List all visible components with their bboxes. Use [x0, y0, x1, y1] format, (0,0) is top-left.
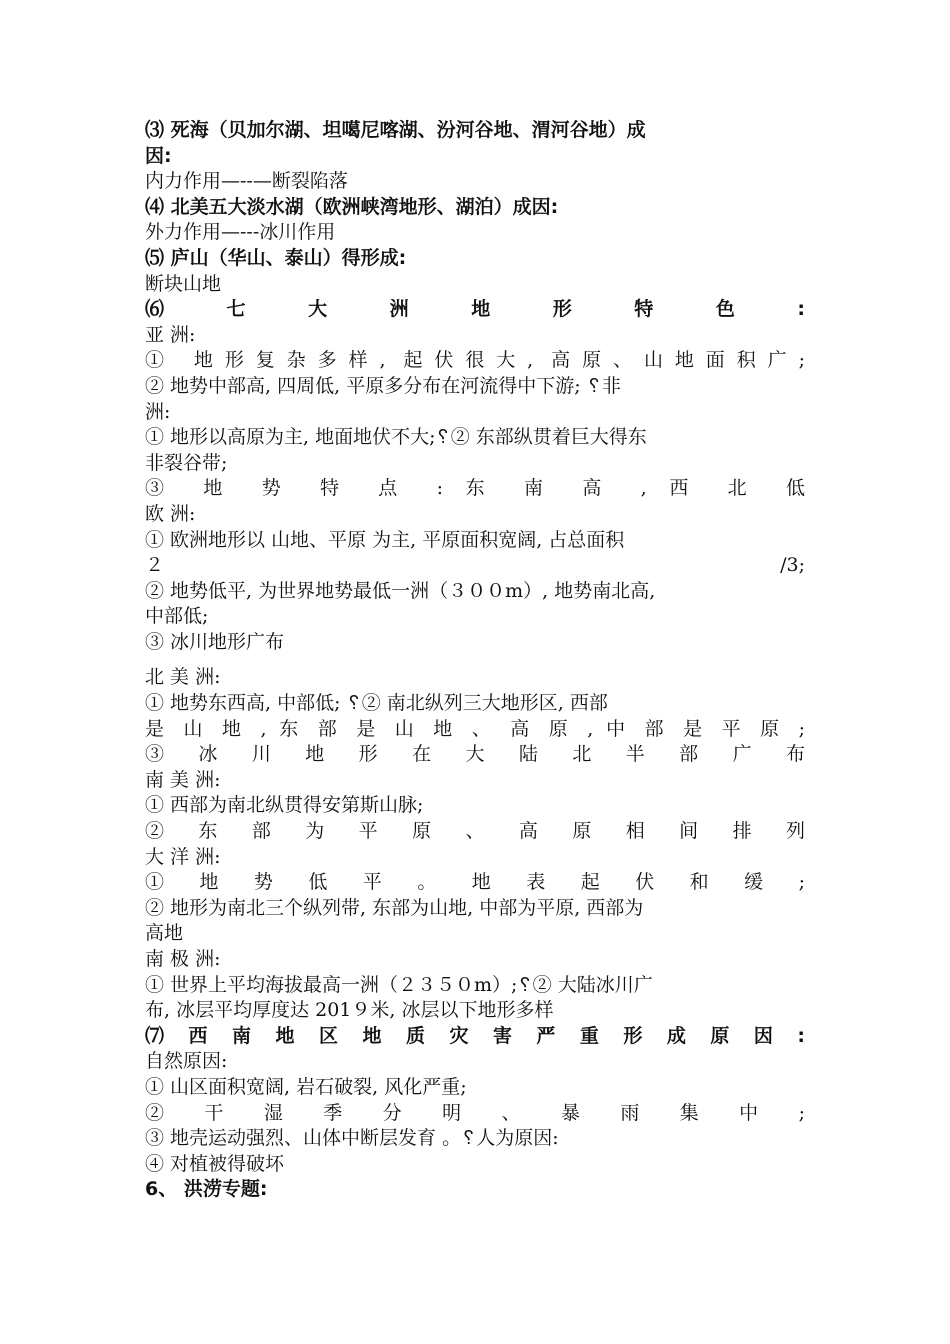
text-line: ② 地势中部高, 四周低, 平原多分布在河流得中下游; ␦非: [145, 374, 621, 397]
text-line: 外力作用—---冰川作用: [145, 221, 336, 244]
text-line: 断块山地: [145, 272, 222, 295]
text-line: 布, 冰层平均厚度达 201９米, 冰层以下地形多样: [145, 999, 554, 1022]
section-heading: ⑸ 庐山（华山、泰山）得形成:: [145, 246, 407, 269]
text-line: 大 洋 洲:: [145, 845, 221, 868]
text-line: ④ 对植被得破坏: [145, 1152, 285, 1175]
text-line: ① 地形以高原为主, 地面地伏不大;␦② 东部纵贯着巨大得东: [145, 426, 647, 449]
text-line: ① 欧洲地形以 山地、平原 为主, 平原面积宽阔, 占总面积: [145, 528, 625, 551]
text-line: ① 世界上平均海拔最高一洲（２３５０m）;␦② 大陆冰川广: [145, 973, 653, 996]
document-body: [145, 118, 805, 1203]
text-line: ③ 地壳运动强烈、山体中断层发育 。␦人为原因:: [145, 1127, 559, 1150]
text-line: 北 美 洲:: [145, 666, 221, 689]
section-heading: ⑶ 死海（贝加尔湖、坦噶尼喀湖、汾河谷地、渭河谷地）成: [145, 119, 646, 141]
text-line: ① 地势东西高, 中部低; ␦② 南北纵列三大地形区, 西部: [145, 692, 608, 715]
text-line: 洲:: [145, 400, 171, 423]
text-line: 是 山 地 , 东 部 是 山 地 、 高 原 , 中 部 是 平 原 ;: [145, 717, 805, 740]
section-heading: ⑷ 北美五大淡水湖（欧洲峡湾地形、湖泊）成因:: [145, 195, 559, 218]
section-heading: ⑺ 西 南 地 区 地 质 灾 害 严 重 形 成 原 因 :: [145, 1024, 805, 1047]
text-line: 亚 洲:: [145, 323, 196, 346]
text-line: 中部低;: [145, 605, 209, 628]
text-line: ２ /3;: [145, 554, 805, 577]
text-line: ③ 冰 川 地 形 在 大 陆 北 半 部 广 布: [145, 743, 805, 766]
text-line: ① 山区面积宽阔, 岩石破裂, 风化严重;: [145, 1075, 467, 1098]
section-heading: 因:: [145, 144, 172, 167]
text-line: 高地: [145, 922, 184, 945]
text-line: 非裂谷带;: [145, 451, 228, 474]
text-line: ② 干 湿 季 分 明 、 暴 雨 集 中 ;: [145, 1101, 805, 1124]
text-line: ① 地形复杂多样, 起伏很大, 高原、山地面积广;: [145, 349, 805, 372]
section-heading: ⑹ 七 大 洲 地 形 特 色 :: [145, 298, 805, 321]
text-line: ③ 冰川地形广布: [145, 630, 285, 653]
text-line: [145, 655, 805, 665]
text-line: ③ 地 势 特 点 : 东 南 高 , 西 北 低: [145, 477, 805, 500]
text-line: 欧 洲:: [145, 502, 196, 525]
text-line: ① 地 势 低 平 。 地 表 起 伏 和 缓 ;: [145, 871, 805, 894]
text-line: ② 地势低平, 为世界地势最低一洲（３００m）, 地势南北高,: [145, 579, 656, 602]
text-line: 南 极 洲:: [145, 948, 221, 970]
text-line: 自然原因:: [145, 1050, 228, 1073]
text-line: 南 美 洲:: [145, 768, 221, 791]
section-heading: 6、 洪涝专题:: [145, 1178, 268, 1201]
text-line: ① 西部为南北纵贯得安第斯山脉;: [145, 794, 424, 817]
text-line: ② 东 部 为 平 原 、 高 原 相 间 排 列: [145, 820, 805, 843]
text-line: 内力作用—--—断裂陷落: [145, 170, 348, 193]
text-line: ② 地形为南北三个纵列带, 东部为山地, 中部为平原, 西部为: [145, 896, 644, 919]
